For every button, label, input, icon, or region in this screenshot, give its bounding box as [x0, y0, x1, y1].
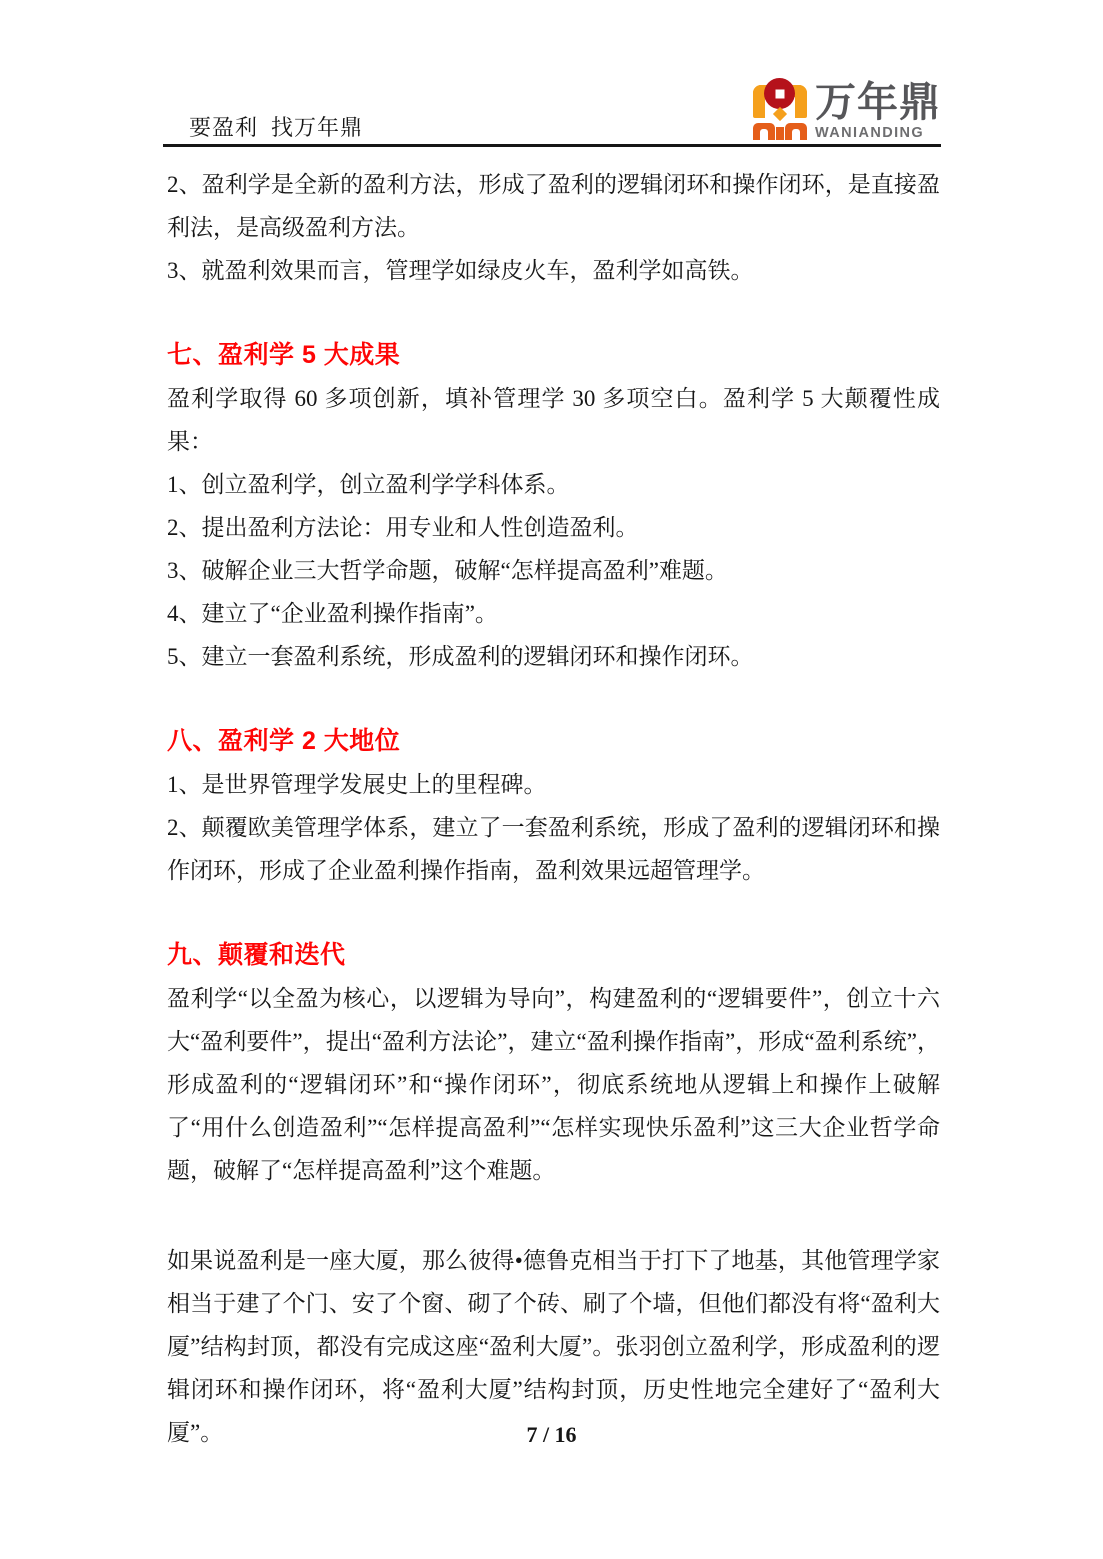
body-paragraph: 盈利学取得 60 多项创新，填补管理学 30 多项空白。盈利学 5 大颠覆性成果： — [167, 386, 941, 454]
section-heading: 八、盈利学 2 大地位 — [167, 727, 401, 755]
body-paragraph: 盈利学“以全盈为核心，以逻辑为导向”，构建盈利的“逻辑要件”，创立十六大“盈利要件”，提出“盈利方法论”，建立“盈利操作指南”，形成“盈利系统”，形成盈利的“逻辑闭环”和“操作闭环”，彻底系统地从逻辑上和操作上破解了“用什么创造盈利”“怎样提高盈利”“怎样实现快乐盈利”这三大企业哲学命题，破解了“怎样提高盈利”这个难题。 — [167, 986, 940, 1183]
wanianding-ding-icon — [753, 78, 807, 140]
body-paragraph: 3、就盈利效果而言，管理学如绿皮火车，盈利学如高铁。 — [167, 258, 754, 283]
icon-shape — [795, 85, 807, 118]
icon-center-foot — [776, 127, 784, 140]
body-paragraph: 2、盈利学是全新的盈利方法，形成了盈利的逻辑闭环和操作闭环，是直接盈利法，是高级盈利方法。 — [167, 172, 940, 240]
body-paragraph: 4、建立了“企业盈利操作指南”。 — [167, 601, 498, 626]
page-header — [163, 0, 941, 147]
body-paragraph: 1、是世界管理学发展史上的里程碑。 — [167, 772, 547, 797]
brand-name-en: WANIANDING — [815, 124, 925, 141]
icon-center-diamond — [773, 107, 787, 121]
page-number: 7 / 16 — [526, 1422, 577, 1447]
brand-text — [815, 78, 941, 141]
document-body — [167, 147, 940, 1454]
brand-name-cn: 万年鼎 — [815, 78, 941, 125]
body-paragraph: 2、提出盈利方法论：用专业和人性创造盈利。 — [167, 515, 639, 540]
body-paragraph: 如果说盈利是一座大厦，那么彼得•德鲁克相当于打下了地基，其他管理学家相当于建了个门、安了个窗、砌了个砖、刷了个墙，但他们都没有将“盈利大厦”结构封顶，都没有完成这座“盈利大厦”。张羽创立盈利学，形成盈利的逻辑闭环和操作闭环，将“盈利大厦”结构封顶，历史性地完全建好了“盈利大厦”。 — [167, 1248, 940, 1445]
body-paragraph: 1、创立盈利学，创立盈利学学科体系。 — [167, 472, 570, 497]
icon-shape — [753, 85, 765, 118]
icon-coin-circle — [764, 78, 795, 109]
section-heading: 九、颠覆和迭代 — [167, 941, 346, 969]
brand-logo — [753, 78, 941, 140]
section-heading: 七、盈利学 5 大成果 — [167, 341, 401, 369]
icon-left-leg — [753, 123, 775, 140]
icon-coin-hole — [775, 89, 784, 98]
header-slogan: 要盈利 找万年鼎 — [189, 115, 364, 140]
body-paragraph: 2、颠覆欧美管理学体系，建立了一套盈利系统，形成了盈利的逻辑闭环和操作闭环，形成了企业盈利操作指南，盈利效果远超管理学。 — [167, 815, 940, 883]
body-paragraph: 3、破解企业三大哲学命题，破解“怎样提高盈利”难题。 — [167, 558, 728, 583]
icon-right-leg — [785, 123, 807, 140]
body-paragraph: 5、建立一套盈利系统，形成盈利的逻辑闭环和操作闭环。 — [167, 644, 754, 669]
